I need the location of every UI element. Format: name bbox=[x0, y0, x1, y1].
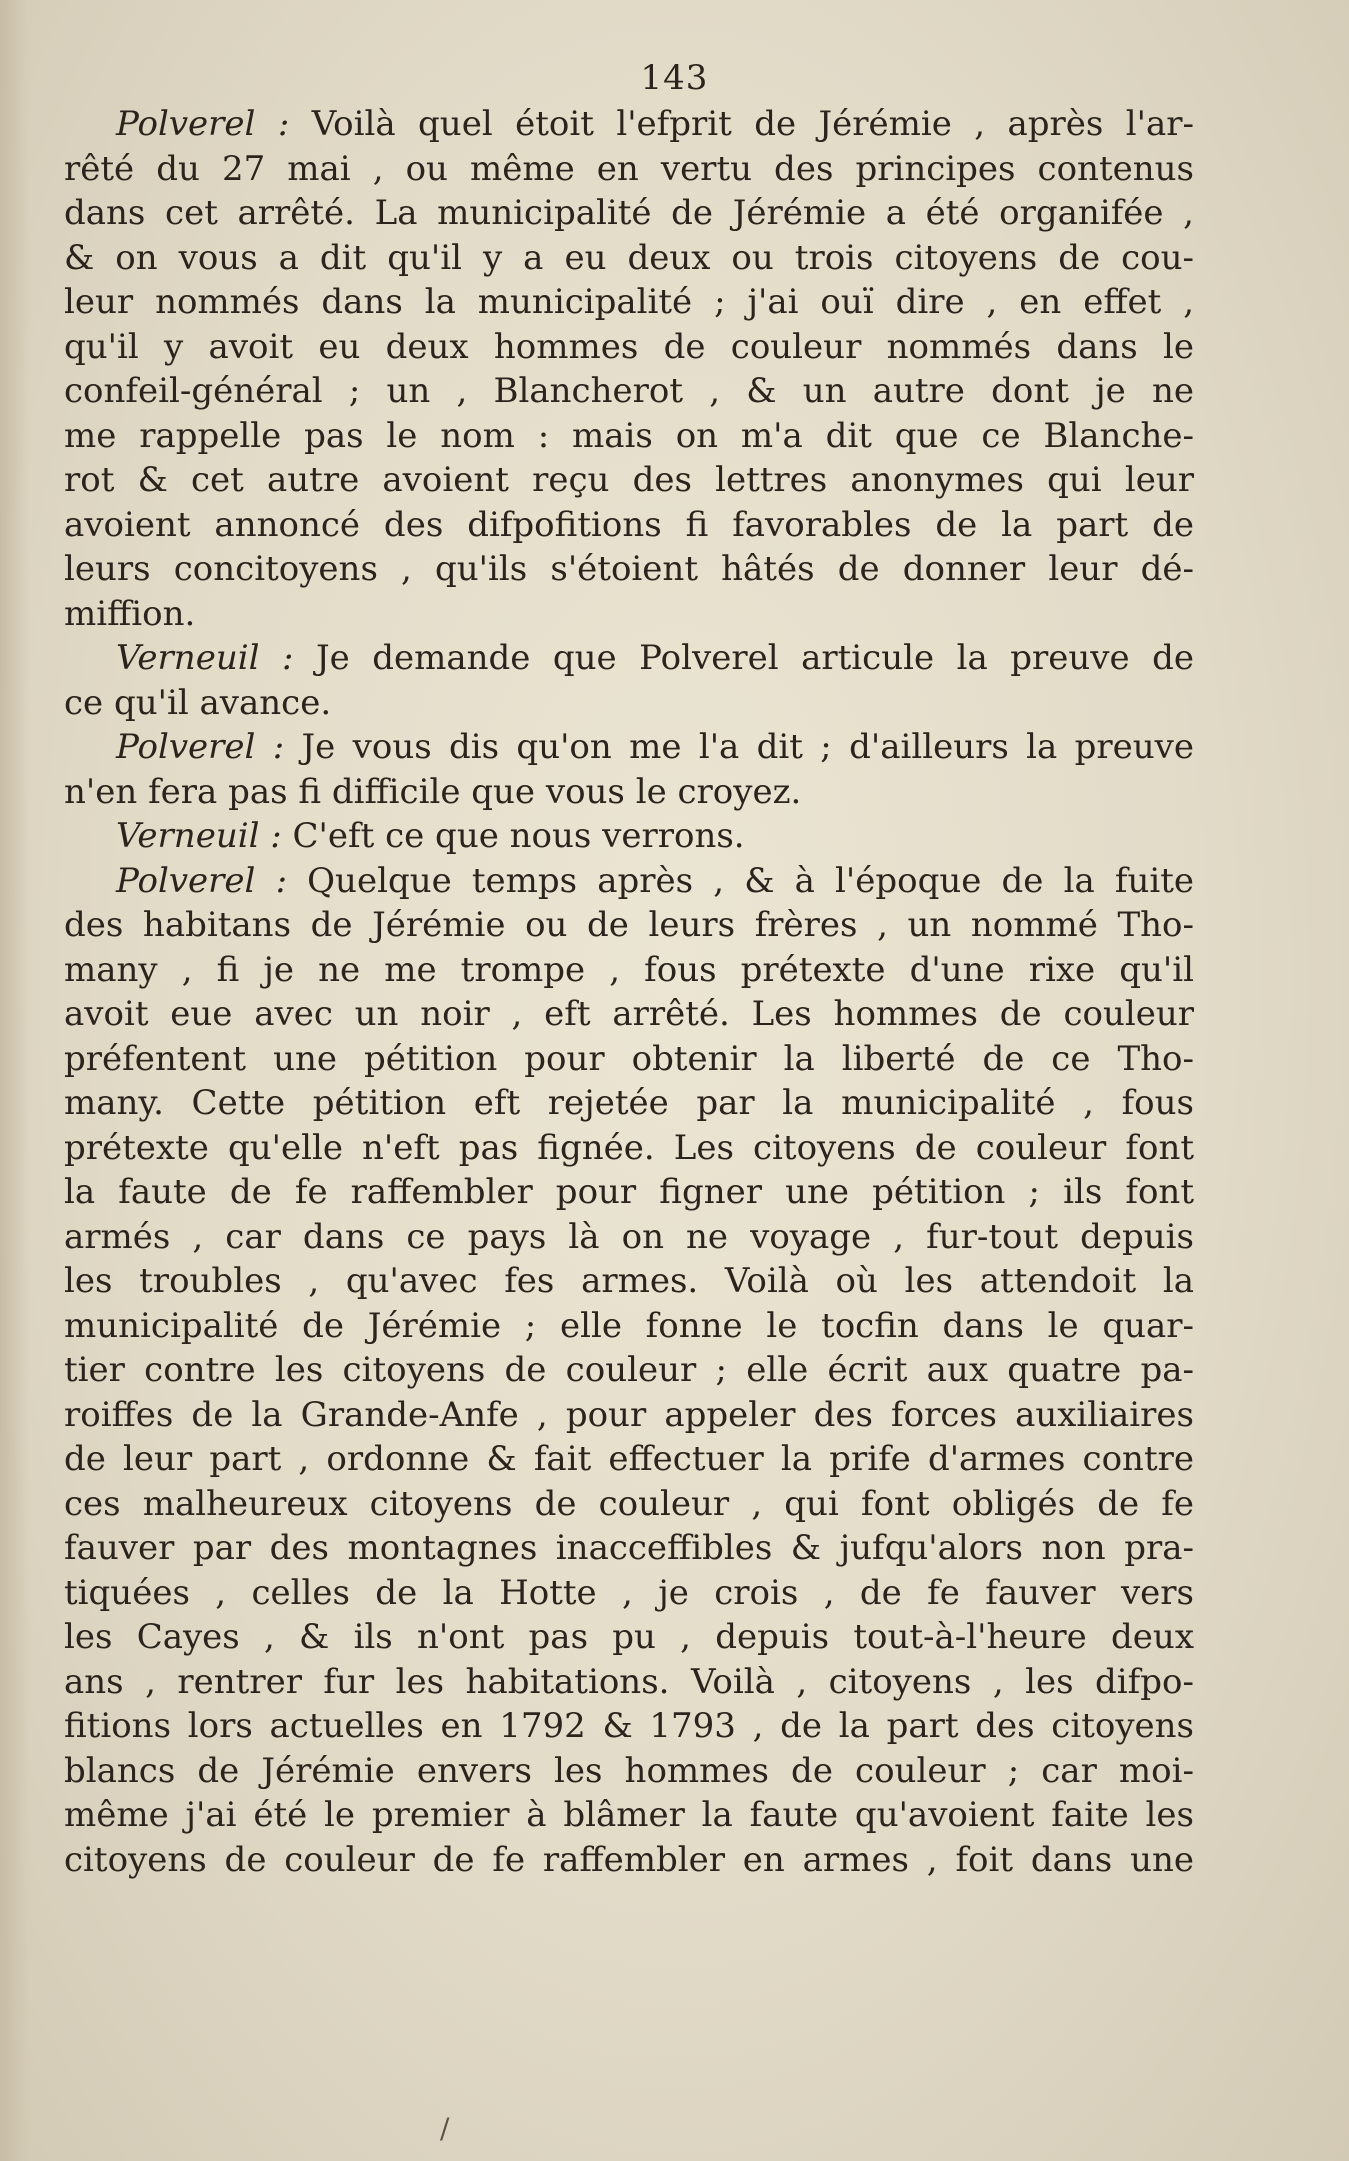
speaker-name: Verneuil : bbox=[116, 638, 294, 678]
text-line: n'en fera pas fi difficile que vous le croyez. bbox=[64, 771, 802, 812]
text-line: confeil-général ; un , Blancherot , & un autre dont je ne bbox=[64, 371, 1194, 411]
text-line: leur nommés dans la municipalité ; j'ai ouï dire , en effet , bbox=[64, 282, 1194, 322]
text-line: rêté du 27 mai , ou même en vertu des principes contenus bbox=[64, 148, 1194, 189]
text-line: avoient annoncé des difpofitions fi favorables de la part de bbox=[64, 504, 1194, 545]
text-line: tier contre les citoyens de couleur ; elle écrit aux quatre pa- bbox=[64, 1350, 1194, 1390]
text-line: miffion. bbox=[64, 593, 196, 634]
text-line: ces malheureux citoyens de couleur , qui font obligés de fe bbox=[64, 1483, 1194, 1524]
text-line: les troubles , qu'avec fes armes. Voilà où les attendoit la bbox=[64, 1261, 1194, 1301]
text-line: armés , car dans ce pays là on ne voyage , fur-tout depuis bbox=[64, 1216, 1194, 1257]
page-number: 143 bbox=[640, 58, 709, 98]
text-line: fauver par des montagnes inacceffibles & jufqu'alors non pra- bbox=[64, 1528, 1194, 1568]
text-line: tiquées , celles de la Hotte , je crois , de fe fauver vers bbox=[64, 1572, 1194, 1613]
text-line: leurs concitoyens , qu'ils s'étoient hâtés de donner leur dé- bbox=[64, 549, 1194, 589]
text-line: Verneuil : C'eft ce que nous verrons. bbox=[116, 816, 745, 856]
text-line: les Cayes , & ils n'ont pas pu , depuis tout-à-l'heure deux bbox=[64, 1617, 1194, 1657]
text-line: me rappelle pas le nom : mais on m'a dit que ce Blanche- bbox=[64, 415, 1194, 456]
text-line: fitions lors actuelles en 1792 & 1793 , de la part des citoyens bbox=[64, 1706, 1194, 1746]
text-line: roiffes de la Grande-Anfe , pour appeler des forces auxiliaires bbox=[64, 1394, 1194, 1435]
speaker-name: Polverel : bbox=[116, 727, 285, 767]
page-text bbox=[64, 102, 1194, 1882]
page-binding-shadow bbox=[0, 0, 30, 2161]
text-line: rot & cet autre avoient reçu des lettres anonymes qui leur bbox=[64, 460, 1194, 500]
text-line: Verneuil : Je demande que Polverel articule la preuve de bbox=[116, 638, 1194, 678]
text-line: la faute de fe raffembler pour figner une pétition ; ils font bbox=[64, 1172, 1194, 1212]
text-line: ans , rentrer fur les habitations. Voilà , citoyens , les difpo- bbox=[64, 1661, 1194, 1702]
text-line: dans cet arrêté. La municipalité de Jérémie a été organifée , bbox=[64, 193, 1194, 233]
text-line: citoyens de couleur de fe raffembler en armes , foit dans une bbox=[64, 1839, 1194, 1880]
text-line: ce qu'il avance. bbox=[64, 682, 332, 723]
text-line: préfentent une pétition pour obtenir la liberté de ce Tho- bbox=[64, 1038, 1194, 1079]
text-line: Polverel : Je vous dis qu'on me l'a dit ; d'ailleurs la preuve bbox=[116, 727, 1194, 767]
text-line: many , fi je ne me trompe , fous prétexte d'une rixe qu'il bbox=[64, 949, 1194, 990]
speaker-name: Polverel : bbox=[116, 860, 288, 901]
text-line: avoit eue avec un noir , eft arrêté. Les hommes de couleur bbox=[64, 994, 1194, 1034]
text-line: qu'il y avoit eu deux hommes de couleur nommés dans le bbox=[64, 326, 1194, 367]
text-line: blancs de Jérémie envers les hommes de couleur ; car moi- bbox=[64, 1750, 1194, 1791]
text-line: même j'ai été le premier à blâmer la faute qu'avoient faite les bbox=[64, 1795, 1194, 1835]
text-line: many. Cette pétition eft rejetée par la municipalité , fous bbox=[64, 1083, 1194, 1123]
speaker-name: Polverel : bbox=[116, 104, 290, 144]
text-line: Polverel : Quelque temps après , & à l'époque de la fuite bbox=[116, 860, 1195, 901]
text-line: municipalité de Jérémie ; elle fonne le tocfin dans le quar- bbox=[64, 1305, 1194, 1346]
text-line: Polverel : Voilà quel étoit l'efprit de Jérémie , après l'ar- bbox=[116, 104, 1195, 144]
stray-ink-mark: / bbox=[440, 2112, 450, 2145]
speaker-name: Verneuil : bbox=[116, 816, 282, 856]
text-line: prétexte qu'elle n'eft pas fignée. Les citoyens de couleur font bbox=[64, 1127, 1194, 1168]
text-line: & on vous a dit qu'il y a eu deux ou trois citoyens de cou- bbox=[64, 237, 1194, 278]
text-line: de leur part , ordonne & fait effectuer la prife d'armes contre bbox=[64, 1439, 1194, 1479]
text-line: des habitans de Jérémie ou de leurs frères , un nommé Tho- bbox=[64, 905, 1194, 945]
